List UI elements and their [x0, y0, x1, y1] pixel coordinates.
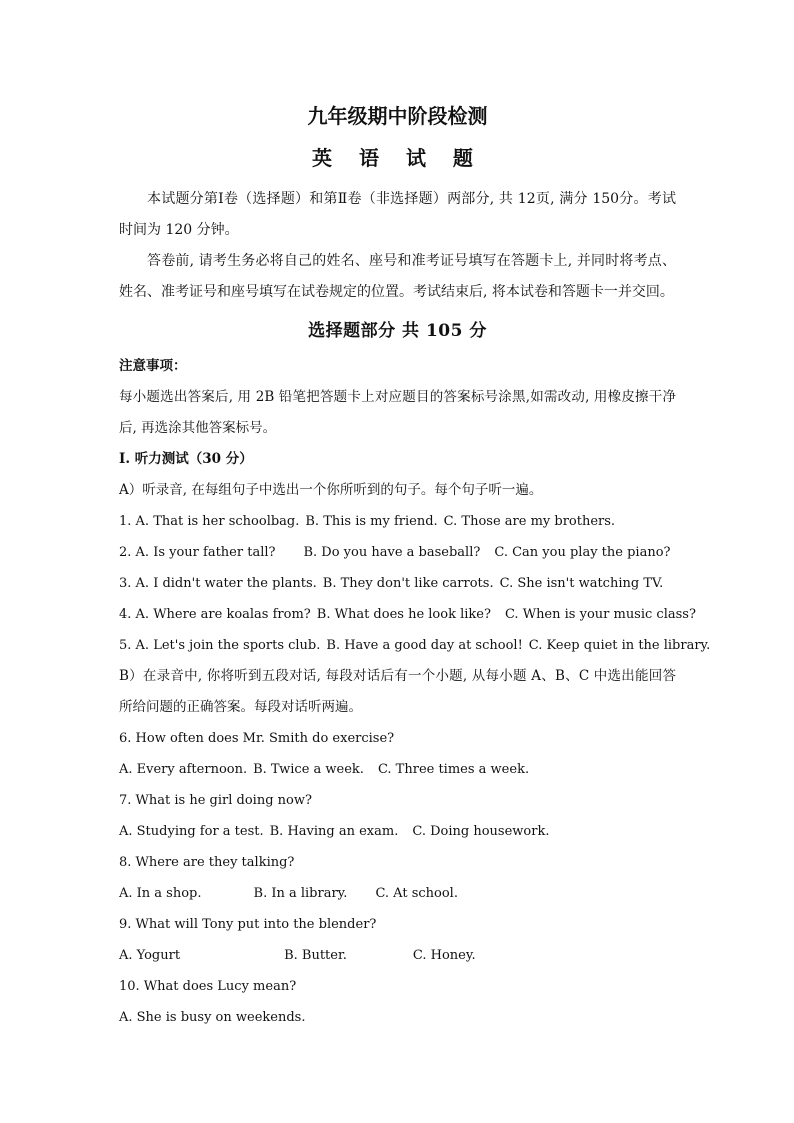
- question-5: [119, 630, 711, 661]
- question-5-option-a: 5. A. Let's join the sports club.: [119, 638, 321, 653]
- question-3-option-a: 3. A. I didn't water the plants.: [119, 576, 317, 591]
- question-2-option-b: B. Do you have a baseball?: [303, 545, 481, 560]
- question-9-stem: 9. What will Tony put into the blender?: [119, 917, 377, 932]
- page-title: 九年级期中阶段检测: [307, 104, 488, 128]
- part-b-instructions: B）在录音中, 你将听到五段对话, 每段对话后有一个小题, 从每小题 A、B、C 中选出能回答所给问题的正确答案。每段对话听两遍。: [119, 668, 676, 715]
- subject-title: 英 语 试 题: [312, 146, 483, 170]
- notes-heading: 注意事项：: [119, 358, 187, 374]
- question-8-option-c: C. At school.: [375, 886, 458, 901]
- question-4-option-a: 4. A. Where are koalas from?: [119, 607, 311, 622]
- question-8-options: [119, 878, 676, 909]
- listening-heading: I. 听力测试（30 分）: [119, 451, 253, 467]
- question-5-option-c: C. Keep quiet in the library.: [528, 638, 711, 653]
- question-3-option-c: C. She isn't watching TV.: [499, 576, 664, 591]
- question-7-option-a: A. Studying for a test.: [119, 824, 264, 839]
- question-3: [119, 568, 676, 599]
- question-6-option-c: C. Three times a week.: [377, 762, 530, 777]
- question-10-option-a: A. She is busy on weekends.: [119, 1010, 306, 1025]
- question-10-stem: 10. What does Lucy mean?: [119, 979, 297, 994]
- question-6-option-a: A. Every afternoon.: [119, 762, 248, 777]
- question-9-options: [119, 940, 676, 971]
- intro-paragraph-2: 答卷前, 请考生务必将自己的姓名、座号和准考证号填写在答题卡上, 并同时将考点、姓名、准考证号和座号填写在试卷规定的位置。考试结束后, 将本试卷和答题卡一并交回。: [119, 253, 676, 300]
- question-8-option-b: B. In a library.: [253, 886, 348, 901]
- question-7-stem: 7. What is he girl doing now?: [119, 793, 312, 808]
- question-4: [119, 599, 696, 630]
- question-6-options: [119, 754, 676, 785]
- question-5-option-b: B. Have a good day at school!: [326, 638, 523, 653]
- question-2-option-c: C. Can you play the piano?: [494, 545, 671, 560]
- intro-paragraph-1: 本试题分第Ⅰ卷（选择题）和第Ⅱ卷（非选择题）两部分, 共 12页, 满分 150分。考试时间为 120 分钟。: [119, 191, 676, 238]
- question-2: [119, 537, 676, 568]
- question-8-stem: 8. Where are they talking?: [119, 855, 295, 870]
- question-1-option-c: C. Those are my brothers.: [443, 514, 616, 529]
- question-7-options: [119, 816, 676, 847]
- question-6-option-b: B. Twice a week.: [253, 762, 364, 777]
- question-9-option-a: A. Yogurt: [119, 948, 181, 963]
- question-1-option-a: 1. A. That is her schoolbag.: [119, 514, 300, 529]
- part-a-instructions: A）听录音, 在每组句子中选出一个你所听到的句子。每个句子听一遍。: [119, 482, 543, 498]
- section-title: 选择题部分 共 105 分: [308, 321, 487, 341]
- question-4-option-b: B. What does he look like?: [316, 607, 491, 622]
- question-2-option-a: 2. A. Is your father tall?: [119, 545, 276, 560]
- question-6-stem: 6. How often does Mr. Smith do exercise?: [119, 731, 395, 746]
- question-10-options: [119, 1002, 676, 1033]
- question-7-option-b: B. Having an exam.: [269, 824, 399, 839]
- notes-text: 每小题选出答案后, 用 2B 铅笔把答题卡上对应题目的答案标号涂黑,如需改动, 用橡皮擦干净后, 再选涂其他答案标号。: [119, 389, 676, 436]
- question-3-option-b: B. They don't like carrots.: [322, 576, 494, 591]
- question-9-option-c: C. Honey.: [412, 948, 476, 963]
- question-1: [119, 506, 676, 537]
- question-9-option-b: B. Butter.: [284, 948, 347, 963]
- question-4-option-c: C. When is your music class?: [504, 607, 696, 622]
- question-7-option-c: C. Doing housework.: [412, 824, 550, 839]
- question-1-option-b: B. This is my friend.: [305, 514, 438, 529]
- question-8-option-a: A. In a shop.: [119, 886, 202, 901]
